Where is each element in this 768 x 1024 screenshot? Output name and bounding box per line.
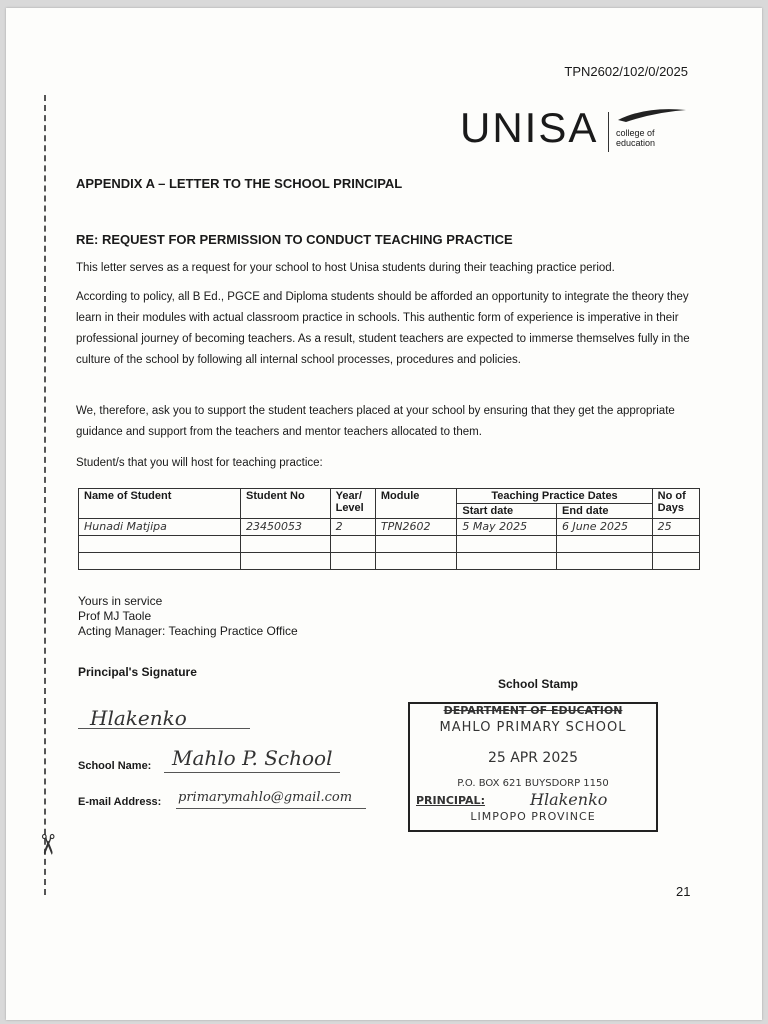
cell-days: 25	[652, 519, 699, 536]
header-student-no: Student No	[241, 489, 331, 519]
stamp-date: 25 APR 2025	[487, 750, 579, 766]
cell-start-date: 5 May 2025	[457, 519, 557, 536]
principal-signature-label: Principal's Signature	[78, 665, 197, 679]
email-label: E-mail Address:	[78, 796, 162, 808]
school-stamp	[408, 702, 658, 832]
header-start-date: Start date	[457, 504, 557, 519]
stamp-principal-label: PRINCIPAL:	[416, 794, 485, 807]
cell-empty	[330, 536, 375, 553]
school-stamp-label: School Stamp	[498, 677, 579, 691]
student-table	[78, 488, 700, 570]
paragraph-2: According to policy, all B Ed., PGCE and Diploma students should be afforded an opportunity to integrate the theory they learn in their modules with actual classroom practice in schools. This authentic form of experience is imperative in their professional journey of becoming teachers. As a result, student teachers are expected to immerse themselves fully in the culture of the school by following all internal school processes, procedures and policies.	[76, 291, 690, 366]
cell-empty	[457, 553, 557, 570]
cell-empty	[241, 553, 331, 570]
email-line	[176, 808, 366, 809]
stamp-address: P.O. BOX 621 BUYSDORP 1150	[457, 778, 609, 789]
cell-end-date: 6 June 2025	[557, 519, 653, 536]
logo-divider	[608, 112, 609, 152]
unisa-logo	[460, 104, 656, 152]
paragraph-1: This letter serves as a request for your school to host Unisa students during their teaching practice period.	[76, 262, 615, 274]
cell-empty	[375, 553, 457, 570]
appendix-title: APPENDIX A – LETTER TO THE SCHOOL PRINCIPAL	[76, 176, 403, 191]
cell-empty	[79, 553, 241, 570]
closing-salutation: Yours in service	[78, 594, 163, 608]
header-name: Name of Student	[79, 489, 241, 519]
table-row	[79, 536, 700, 553]
header-dates: Teaching Practice Dates	[457, 489, 652, 504]
stamp-department: DEPARTMENT OF EDUCATION	[443, 704, 623, 717]
document-reference: TPN2602/102/0/2025	[564, 64, 688, 79]
email-value: primarymahlo@gmail.com	[178, 790, 353, 805]
cell-empty	[457, 536, 557, 553]
header-year-level: Year/ Level	[330, 489, 375, 519]
school-name-line	[164, 772, 340, 773]
cell-empty	[330, 553, 375, 570]
paragraph-3: We, therefore, ask you to support the student teachers placed at your school by ensuring that they get the appropriate guidance and support from the teachers and mentor teachers allocated to them.	[76, 405, 675, 438]
table-row	[79, 553, 700, 570]
school-name-value: Mahlo P. School	[172, 746, 333, 770]
cell-empty	[652, 553, 699, 570]
principal-signature: Hlakenko	[90, 706, 187, 730]
page-number: 21	[676, 884, 691, 899]
cell-student-no: 23450053	[241, 519, 331, 536]
cell-empty	[375, 536, 457, 553]
re-title: RE: REQUEST FOR PERMISSION TO CONDUCT TEACHING PRACTICE	[76, 232, 513, 247]
swoosh-icon	[616, 104, 688, 124]
stamp-principal-signature: Hlakenko	[530, 790, 608, 809]
logo-wordmark: UNISA	[460, 104, 599, 151]
cell-year-level: 2	[330, 519, 375, 536]
closing-block	[78, 594, 298, 639]
cell-module: TPN2602	[375, 519, 457, 536]
signature-line	[78, 728, 250, 729]
logo-tagline: college of education	[616, 128, 656, 148]
cell-empty	[557, 536, 653, 553]
stamp-school: MAHLO PRIMARY SCHOOL	[439, 720, 627, 735]
cell-name: Hunadi Matjipa	[79, 519, 241, 536]
cell-empty	[652, 536, 699, 553]
cell-empty	[241, 536, 331, 553]
header-end-date: End date	[557, 504, 653, 519]
cell-empty	[79, 536, 241, 553]
paragraph-4: Student/s that you will host for teaching practice:	[76, 457, 323, 469]
stamp-province: LIMPOPO PROVINCE	[470, 810, 596, 823]
scissors-icon: ✂	[32, 832, 64, 857]
header-module: Module	[375, 489, 457, 519]
closing-name: Prof MJ Taole	[78, 609, 152, 623]
table-row	[79, 519, 700, 536]
school-name-label: School Name:	[78, 760, 152, 772]
closing-title: Acting Manager: Teaching Practice Office	[78, 624, 298, 638]
cell-empty	[557, 553, 653, 570]
header-days: No of Days	[652, 489, 699, 519]
cut-line	[44, 95, 46, 895]
